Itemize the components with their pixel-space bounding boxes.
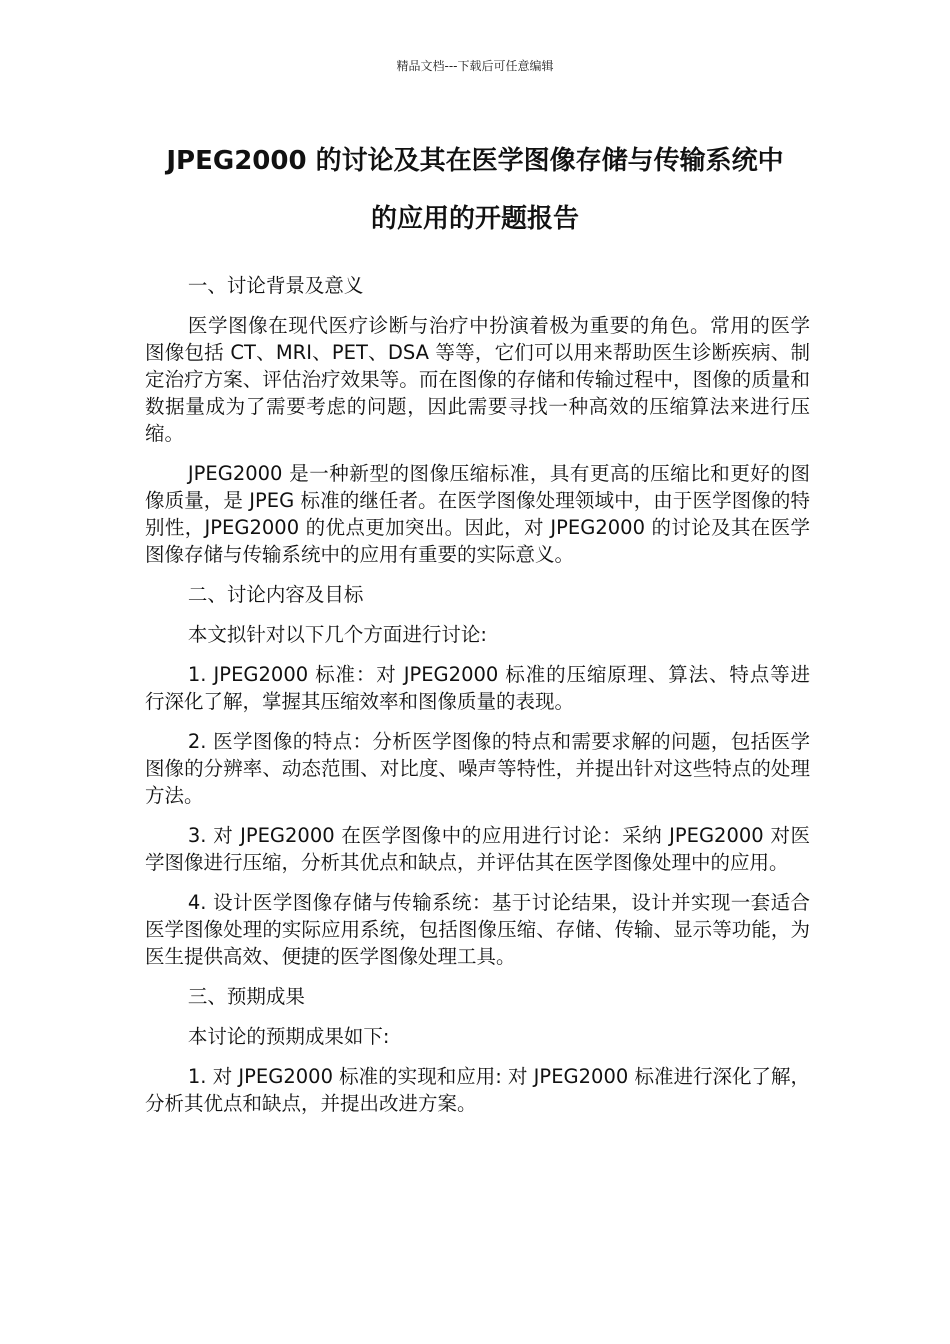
paragraph-content-intro: 本文拟针对以下几个方面进行讨论: [187, 623, 487, 646]
list-item-content-2: 2. 医学图像的特点：分析医学图像的特点和需要求解的问题，包括医学图像的分辨率、动态范围、对比度、噪声等特性，并提出针对这些特点的处理方法。 [145, 730, 810, 807]
paragraph-background-2: JPEG2000 是一种新型的图像压缩标准，具有更高的压缩比和更好的图像质量，是 JPEG 标准的继任者。在医学图像处理领域中，由于医学图像的特别性，JPEG2000 的优点更加突出。因此，对 JPEG2000 的讨论及其在医学图像存储与传输系统中的应用有重要的实际意义。 [145, 462, 810, 566]
list-item-results-1: 1. 对 JPEG2000 标准的实现和应用: 对 JPEG2000 标准进行深化了解，分析其优点和缺点，并提出改进方案。 [145, 1065, 810, 1115]
title-line-2: 的应用的开题报告 [370, 204, 579, 234]
document-body [145, 272, 810, 1130]
list-item-content-3: 3. 对 JPEG2000 在医学图像中的应用进行讨论：采纳 JPEG2000 对医学图像进行压缩，分析其优点和缺点，并评估其在医学图像处理中的应用。 [145, 824, 810, 874]
list-item-content-1: 1. JPEG2000 标准：对 JPEG2000 标准的压缩原理、算法、特点等进行深化了解，掌握其压缩效率和图像质量的表现。 [145, 663, 810, 713]
paragraph-background-1: 医学图像在现代医疗诊断与治疗中扮演着极为重要的角色。常用的医学图像包括 CT、MRI、PET、DSA 等等，它们可以用来帮助医生诊断疾病、制定治疗方案、评估治疗效果等。而在图像的存储和传输过程中，图像的质量和数据量成为了需要考虑的问题，因此需要寻找一种高效的压缩算法来进行压缩。 [145, 314, 810, 445]
section-heading-background: 一、讨论背景及意义 [187, 274, 364, 297]
title-line-1: JPEG2000 的讨论及其在医学图像存储与传输系统中 [166, 146, 784, 176]
section-heading-results: 三、预期成果 [187, 985, 305, 1008]
document-title [140, 132, 810, 248]
section-heading-content: 二、讨论内容及目标 [187, 583, 364, 606]
list-item-content-4: 4. 设计医学图像存储与传输系统：基于讨论结果，设计并实现一套适合医学图像处理的实际应用系统，包括图像压缩、存储、传输、显示等功能，为医生提供高效、便捷的医学图像处理工具。 [145, 891, 810, 968]
paragraph-results-intro: 本讨论的预期成果如下: [187, 1025, 390, 1048]
header-note: 精品文档---下载后可任意编辑 [396, 59, 554, 73]
